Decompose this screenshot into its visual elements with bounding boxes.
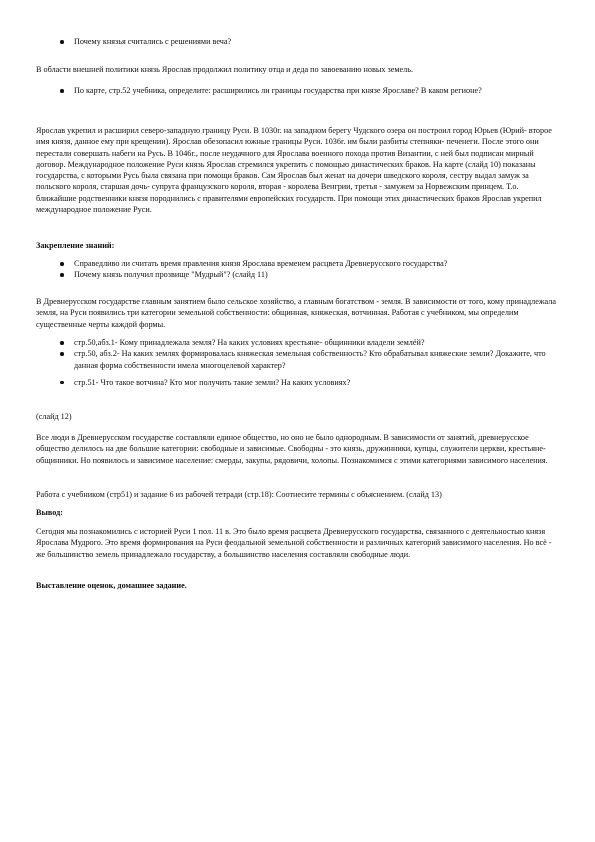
bullet-list-consolidation [36,258,558,281]
question-text: стр.50,абз.1- Кому принадлежала земля? На каких условиях крестьяне- общинники владели землёй? [74,338,425,347]
question-text: стр.51- Что такое вотчина? Кто мог получить такие земли? На каких условиях? [74,377,351,387]
slide-reference: (слайд 12) [36,412,72,421]
list-item [36,377,558,388]
list-item [36,337,558,348]
bullet-icon [60,352,64,356]
list-item [36,36,558,47]
list-item [36,258,558,269]
bullet-icon [60,40,64,44]
bullet-list-veche [36,36,558,47]
bullet-icon [60,341,64,345]
paragraph-foreign-policy: В области внешней политики князь Ярослав продолжил политику отца и деда по завоеванию новых земель. [36,65,414,74]
bullet-icon [60,262,64,266]
bullet-icon [60,273,64,277]
paragraph-society: Все люди в Древнерусском государстве составляли единое общество, но оно не было однородным. В зависимости от занятий, древнерусское общество делилось на две большие категории: свободные и зависимые. Свободны - это князь, дружинники, купцы, служители церкви, крестьяне-общинники. Но появилось и зависимое население: смерды, закупы, рядовичи, холопы. Познакомимся с этими категориями зависимого населения. [36,433,548,465]
paragraph-agriculture: В Древнерусском государстве главным занятием было сельское хозяйство, а главным богатством - земля. В зависимости от того, кому принадлежала земля, на Руси появились три категории земельной собственности: общинная, княжеская, вотчинная. Работая с учебником, мы определим существенные черты каждой формы. [36,297,556,329]
paragraph-workbook: Работа с учебником (стр51) и задание 6 из рабочей тетради (стр.18): Соотнесите термины с объяснением. (слайд 13) [36,490,442,499]
question-veche: Почему князья считались с решениями веча? [74,37,232,46]
question-map: По карте, стр.52 учебника, определите: расширились ли границы государства при князе Ярославе? В каком регионе? [74,86,482,95]
heading-grades: Выставление оценок, домашнее задание. [36,581,187,590]
bullet-icon [60,89,64,93]
paragraph-conclusion: Сегодня мы познакомились с историей Руси 1 пол. 11 в. Это было время расцвета Древнерусского государства, связанного с деятельностью князя Ярослава Мудрого. Это время формирования на Руси феодальной земельной собственности и различных категорий зависимого населения. Но всё - же большинство земель принадлежало государству, а большинство населения составляли свободные люди. [36,527,552,559]
heading-conclusion: Вывод: [36,508,63,517]
question-text: Справедливо ли считать время правления князя Ярослава временем расцвета Древнерусского государства? [74,259,448,268]
bullet-icon [60,381,64,385]
list-item [36,269,558,280]
bullet-list-textbook [36,337,558,388]
list-item [36,85,558,96]
question-text: Почему князь получил прозвище "Мудрый"? (слайд 11) [74,270,268,280]
question-text: стр.50, абз.2- На каких землях формировалась княжеская земельная собственность? Кто обрабатывал княжеские земли? Докажите, что данная форма собственности имела многоцелевой характер? [74,349,546,370]
bullet-list-map [36,85,558,96]
list-item [36,348,558,371]
paragraph-yaroslav: Ярослав укрепил и расширил северо-западную границу Руси. В 1030г. на западном берегу Чудского озера он построил город Юрьев (Юрий- второе имя князя, данное ему при крещении). Ярослав обезопасил южные границы Руси. 1036г. им были разбиты степняки- печенеги. После этого они перестали совершать набеги на Русь. В 1046г., после неудачного для Ярослава военного похода против Византии, с ней был подписан мирный договор. Международное положение Руси князь Ярослав стремился укрепить с помощью династических браков. На карте (слайд 10) показаны государства, с которыми Русь была связана при помощи браков. Сам Ярослав был женат на дочери шведского короля, сестру выдал замуж за польского короля, старшая дочь- супруга французского короля, вторая - королева Венгрии, третья - замужем за Норвежским принцем. Т.о. ближайшие родственники князя породнились с правителями европейских государств. При помощи этих династических браков Ярослав укрепил международное положение Руси. [36,126,552,215]
heading-consolidation: Закрепление знаний: [36,241,115,250]
